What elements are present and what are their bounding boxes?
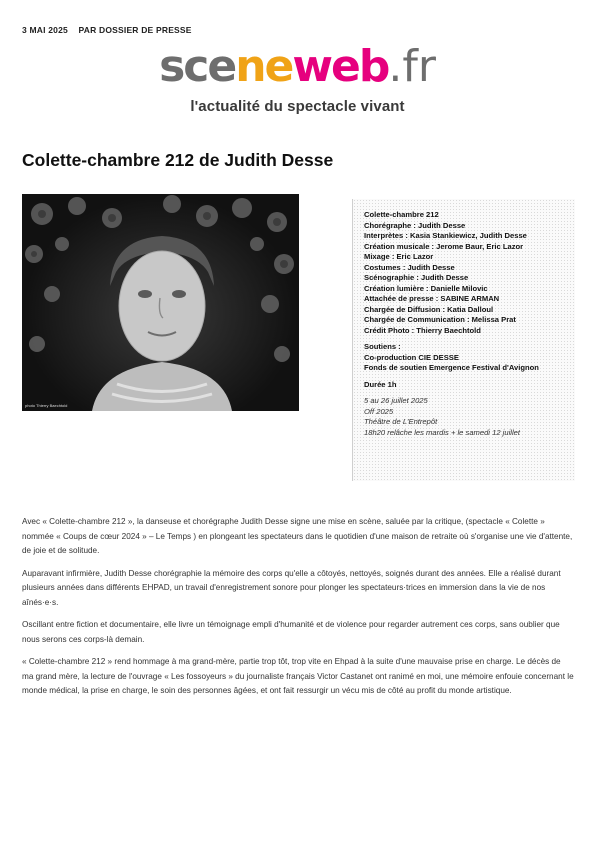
date-line: Théâtre de L'Entrepôt xyxy=(364,417,438,426)
credit-line: Attachée de presse : SABINE ARMAN xyxy=(364,294,500,303)
article-paragraph: Avec « Colette-chambre 212 », la danseuse et chorégraphe Judith Desse signe une mise en scène, saluée par la critique, (spectacle « Colette » nommée « Coups de cœur 2024 » – Le Temps ) en plongeant les spectateurs dans le quotidien d'une maison de retraite où s'organise une vie d'attente, de joie et de solitude. xyxy=(22,517,573,555)
article-title: Colette-chambre 212 de Judith Desse xyxy=(22,150,334,170)
show-info-box xyxy=(352,199,575,481)
support-line: Co-production CIE DESSE xyxy=(364,352,459,362)
support-line: Fonds de soutien Emergence Festival d'Avignon xyxy=(364,363,539,372)
site-tagline: l'actualité du spectacle vivant xyxy=(190,98,405,115)
article-paragraph: Oscillant entre fiction et documentaire, elle livre un témoignage empli d'humanité et de violence pour regarder autrement ces corps, sans oublier que nous serons ces corps-là demain. xyxy=(22,620,560,644)
credit-line: Chorégraphe : Judith Desse xyxy=(364,220,466,230)
credit-line: Chargée de Communication : Melissa Prat xyxy=(364,315,516,324)
article-photo xyxy=(22,194,299,411)
credit-line: Costumes : Judith Desse xyxy=(364,262,455,272)
article-paragraph: « Colette-chambre 212 » rend hommage à ma grand-mère, partie trop tôt, trop vite en Ehpad à la suite d'une mauvaise prise en charge. Le décès de ma grand mère, la lecture de l'ouvrage « Les fossoyeurs » du journaliste français Victor Castanet ont ranimé en moi, une mémoire enfouie concernant le monde médical, la prise en charge, le soin des personnes âgées, et ont fait ressurgir un vécu mis de côté au profit du monde artistique. xyxy=(22,657,574,695)
credit-line: Chargée de Diffusion : Katia Dalloul xyxy=(364,304,494,314)
logo-wordmark[interactable] xyxy=(0,41,595,92)
header-meta xyxy=(22,25,192,35)
author-source: PAR DOSSIER DE PRESSE xyxy=(78,25,192,35)
logo-part-ne: ne xyxy=(235,41,293,92)
credit-line: Interprètes : Kasia Stankiewicz, Judith Desse xyxy=(364,231,527,240)
credit-line: Mixage : Eric Lazor xyxy=(364,252,434,261)
photo-credit: photo Thierry Baechtold xyxy=(25,403,68,408)
logo-part-fr: .fr xyxy=(388,41,436,92)
credit-line: Création lumière : Danielle Milovic xyxy=(364,283,488,293)
duration: Durée 1h xyxy=(364,379,397,389)
date-line: Off 2025 xyxy=(364,406,394,416)
credit-line: Colette-chambre 212 xyxy=(364,210,439,219)
date-line: 18h20 relâche les mardis + le samedi 12 juillet xyxy=(364,427,520,437)
article-paragraph: Auparavant infirmière, Judith Desse chorégraphie la mémoire des corps qu'elle a côtoyés, nettoyés, soignés durant des années. Elle a réalisé durant plusieurs années dans différents EHPAD, un travail d'enregistrement sonore pour plonger les spectateurs·trices en immersion dans la vie de nos aînés·e·s. xyxy=(22,568,561,607)
date-line: 5 au 26 juillet 2025 xyxy=(364,396,428,405)
credit-line: Scénographie : Judith Desse xyxy=(364,273,469,282)
article-body xyxy=(22,515,574,707)
publication-date: 3 MAI 2025 xyxy=(22,25,68,35)
site-logo[interactable] xyxy=(0,41,595,92)
credit-line: Création musicale : Jerome Baur, Eric Lazor xyxy=(364,241,524,251)
logo-part-sce: sce xyxy=(159,41,236,92)
logo-part-web: web xyxy=(292,41,389,92)
portrait-illustration xyxy=(22,194,299,411)
support-line: Soutiens : xyxy=(364,342,401,351)
credit-line: Crédit Photo : Thierry Baechtold xyxy=(364,325,481,335)
